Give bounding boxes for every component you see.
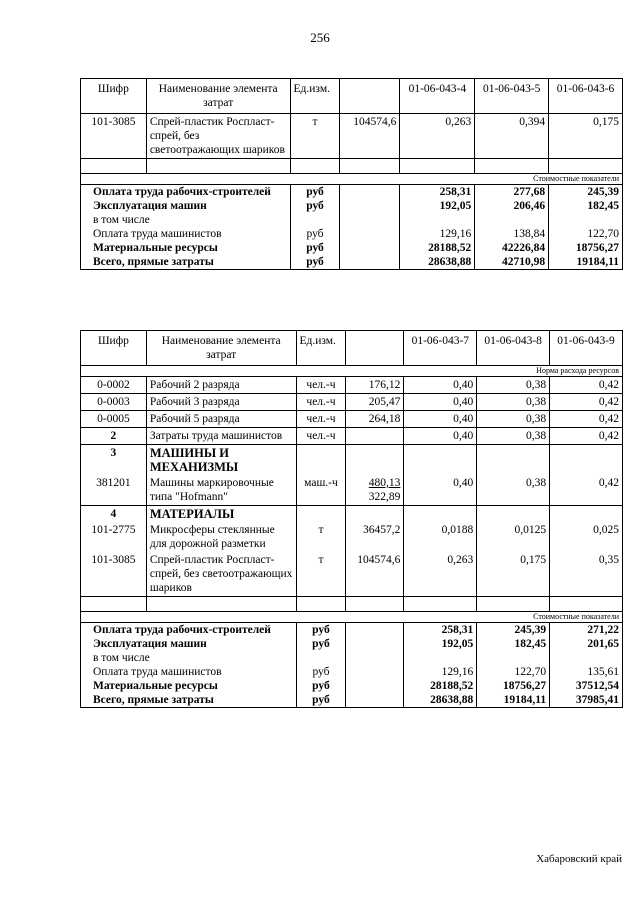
row-v3: 0,175 [549, 114, 623, 159]
summary-base [346, 693, 404, 708]
summary-label: в том числе [81, 651, 297, 665]
summary-v1: 28638,88 [400, 255, 475, 270]
row-v2: 0,38 [477, 475, 550, 506]
row-base: 104574,6 [346, 552, 404, 597]
base-price-current: 480,13 [368, 477, 401, 489]
row-base: 205,47 [346, 394, 404, 411]
summary-v3: 37985,41 [550, 693, 623, 708]
row-v1: 0,40 [404, 411, 477, 428]
row-code: 101-2775 [81, 522, 147, 552]
row-code: 0-0002 [81, 377, 147, 394]
summary-row [81, 185, 623, 200]
summary-base [346, 637, 404, 651]
summary-v2: 19184,11 [477, 693, 550, 708]
summary-unit: руб [290, 255, 340, 270]
summary-row [81, 227, 623, 241]
section-title: МАТЕРИАЛЫ [146, 506, 296, 523]
header-code: Шифр [81, 331, 147, 366]
row-unit: т [296, 522, 346, 552]
row-name: Микросферы стеклянные для дорожной разметки [146, 522, 296, 552]
caption-text: Стоимостные показатели [81, 612, 623, 623]
section-row-machines [81, 445, 623, 476]
summary-unit: руб [296, 693, 346, 708]
row-unit: маш.-ч [296, 475, 346, 506]
summary-v1: 28188,52 [404, 679, 477, 693]
summary-v3: 19184,11 [549, 255, 623, 270]
summary-v2: 18756,27 [477, 679, 550, 693]
summary-row [81, 241, 623, 255]
row-unit: т [296, 552, 346, 597]
table-header-row [81, 79, 623, 114]
summary-v3: 18756,27 [549, 241, 623, 255]
summary-v3 [549, 213, 623, 227]
row-v1: 0,40 [404, 394, 477, 411]
row-v1: 0,40 [404, 475, 477, 506]
row-v1: 0,40 [404, 377, 477, 394]
row-name: Спрей-пластик Роспласт-спрей, без светоотражающих шариков [146, 114, 290, 159]
summary-unit: руб [296, 665, 346, 679]
row-v3: 0,42 [550, 411, 623, 428]
row-code: 101-3085 [81, 114, 147, 159]
row-name: Спрей-пластик Роспласт-спрей, без светоотражающих шариков [146, 552, 296, 597]
header-col3: 01-06-043-6 [549, 79, 623, 114]
summary-unit: руб [290, 227, 340, 241]
summary-base [340, 227, 400, 241]
summary-v3 [550, 651, 623, 665]
summary-v2: 42710,98 [475, 255, 549, 270]
row-base: 176,12 [346, 377, 404, 394]
row-unit: чел.-ч [296, 377, 346, 394]
row-base: 104574,6 [340, 114, 400, 159]
summary-v3: 201,65 [550, 637, 623, 651]
summary-v1 [404, 651, 477, 665]
summary-block [81, 623, 623, 708]
table-row [81, 114, 623, 159]
row-name: Машины маркировочные типа "Hofmann" [146, 475, 296, 506]
summary-label: Эксплуатация машин [81, 199, 291, 213]
summary-label: Оплата труда машинистов [81, 665, 297, 679]
summary-label: Материальные ресурсы [81, 679, 297, 693]
row-unit: чел.-ч [296, 428, 346, 445]
summary-v2: 182,45 [477, 637, 550, 651]
summary-unit: руб [296, 637, 346, 651]
table-row [81, 475, 623, 506]
header-col2: 01-06-043-8 [477, 331, 550, 366]
row-v2: 0,175 [477, 552, 550, 597]
summary-row [81, 693, 623, 708]
header-col2: 01-06-043-5 [475, 79, 549, 114]
summary-v1: 192,05 [400, 199, 475, 213]
header-unit: Ед.изм. [296, 331, 346, 366]
section-code: 3 [81, 445, 147, 476]
row-code: 0-0003 [81, 394, 147, 411]
summary-row [81, 255, 623, 270]
page-number: 256 [310, 30, 330, 45]
summary-row [81, 637, 623, 651]
summary-v2: 245,39 [477, 623, 550, 638]
labor-block [81, 377, 623, 428]
footer-region: Хабаровский край [536, 853, 622, 865]
summary-v1: 258,31 [404, 623, 477, 638]
summary-row [81, 623, 623, 638]
row-name: Затраты труда машинистов [146, 428, 296, 445]
row-name: Рабочий 2 разряда [146, 377, 296, 394]
summary-block [81, 185, 623, 270]
table-row [81, 411, 623, 428]
row-name: Рабочий 5 разряда [146, 411, 296, 428]
row-unit: чел.-ч [296, 411, 346, 428]
summary-v1: 129,16 [404, 665, 477, 679]
row-v3: 0,42 [550, 475, 623, 506]
summary-v1: 192,05 [404, 637, 477, 651]
row-v3: 0,025 [550, 522, 623, 552]
summary-v3: 182,45 [549, 199, 623, 213]
spacer-row [81, 159, 623, 174]
caption-text: Стоимостные показатели [81, 174, 623, 185]
summary-label: Материальные ресурсы [81, 241, 291, 255]
row-v3: 0,42 [550, 428, 623, 445]
row-unit: чел.-ч [296, 394, 346, 411]
summary-base [340, 241, 400, 255]
section-title: МАШИНЫ И МЕХАНИЗМЫ [146, 445, 296, 476]
summary-base [346, 679, 404, 693]
row-base: 36457,2 [346, 522, 404, 552]
summary-label: Всего, прямые затраты [81, 255, 291, 270]
row-v1: 0,263 [404, 552, 477, 597]
section-code: 4 [81, 506, 147, 523]
header-base [346, 331, 404, 366]
summary-v3: 122,70 [549, 227, 623, 241]
row-code: 381201 [81, 475, 147, 506]
row-unit: т [290, 114, 340, 159]
header-col1: 01-06-043-7 [404, 331, 477, 366]
cost-table-2 [80, 330, 623, 708]
summary-base [340, 213, 400, 227]
header-code: Шифр [81, 79, 147, 114]
row-base: 264,18 [346, 411, 404, 428]
row-v1: 0,40 [404, 428, 477, 445]
summary-base [346, 665, 404, 679]
summary-unit: руб [296, 623, 346, 638]
summary-unit [296, 651, 346, 665]
summary-v2: 122,70 [477, 665, 550, 679]
table-row [81, 394, 623, 411]
table-row [81, 552, 623, 597]
summary-v3: 37512,54 [550, 679, 623, 693]
summary-label: Оплата труда рабочих-строителей [81, 185, 291, 200]
summary-row [81, 679, 623, 693]
summary-label: Эксплуатация машин [81, 637, 297, 651]
summary-unit [290, 213, 340, 227]
summary-v1: 258,31 [400, 185, 475, 200]
row-v3: 0,35 [550, 552, 623, 597]
row-code: 2 [81, 428, 147, 445]
summary-v2 [477, 651, 550, 665]
summary-row [81, 213, 623, 227]
row-name: Рабочий 3 разряда [146, 394, 296, 411]
row-v2: 0,0125 [477, 522, 550, 552]
section-caption [81, 366, 623, 377]
header-base [340, 79, 400, 114]
summary-row [81, 199, 623, 213]
materials-block [81, 522, 623, 597]
base-price-alt: 322,89 [368, 491, 401, 503]
row-code: 101-3085 [81, 552, 147, 597]
summary-v2 [475, 213, 549, 227]
summary-base [346, 623, 404, 638]
header-name: Наименование элемента затрат [146, 331, 296, 366]
summary-base [340, 255, 400, 270]
row-v2: 0,394 [475, 114, 549, 159]
summary-label: Всего, прямые затраты [81, 693, 297, 708]
summary-v3: 245,39 [549, 185, 623, 200]
caption-text: Норма расхода ресурсов [81, 366, 623, 377]
spacer-row [81, 597, 623, 612]
row-v2: 0,38 [477, 411, 550, 428]
row-v2: 0,38 [477, 377, 550, 394]
summary-label: Оплата труда рабочих-строителей [81, 623, 297, 638]
summary-base [340, 199, 400, 213]
row-v2: 0,38 [477, 394, 550, 411]
table-header-row [81, 331, 623, 366]
summary-v1 [400, 213, 475, 227]
summary-base [346, 651, 404, 665]
header-unit: Ед.изм. [290, 79, 340, 114]
summary-v1: 28188,52 [400, 241, 475, 255]
summary-base [340, 185, 400, 200]
table-row [81, 522, 623, 552]
header-name: Наименование элемента затрат [146, 79, 290, 114]
header-col3: 01-06-043-9 [550, 331, 623, 366]
summary-unit: руб [296, 679, 346, 693]
row-v2: 0,38 [477, 428, 550, 445]
section-caption [81, 612, 623, 623]
summary-label: в том числе [81, 213, 291, 227]
section-caption [81, 174, 623, 185]
summary-v3: 271,22 [550, 623, 623, 638]
table-row [81, 377, 623, 394]
row-v1: 0,0188 [404, 522, 477, 552]
summary-unit: руб [290, 241, 340, 255]
summary-row [81, 665, 623, 679]
summary-unit: руб [290, 185, 340, 200]
section-row-materials [81, 506, 623, 523]
summary-v1: 129,16 [400, 227, 475, 241]
summary-v1: 28638,88 [404, 693, 477, 708]
summary-v2: 206,46 [475, 199, 549, 213]
header-col1: 01-06-043-4 [400, 79, 475, 114]
summary-v2: 138,84 [475, 227, 549, 241]
summary-v3: 135,61 [550, 665, 623, 679]
summary-row [81, 651, 623, 665]
row-v1: 0,263 [400, 114, 475, 159]
row-code: 0-0005 [81, 411, 147, 428]
row-v3: 0,42 [550, 377, 623, 394]
summary-label: Оплата труда машинистов [81, 227, 291, 241]
table-row [81, 428, 623, 445]
row-v3: 0,42 [550, 394, 623, 411]
summary-v2: 277,68 [475, 185, 549, 200]
summary-v2: 42226,84 [475, 241, 549, 255]
cost-table-1 [80, 78, 623, 270]
summary-unit: руб [290, 199, 340, 213]
